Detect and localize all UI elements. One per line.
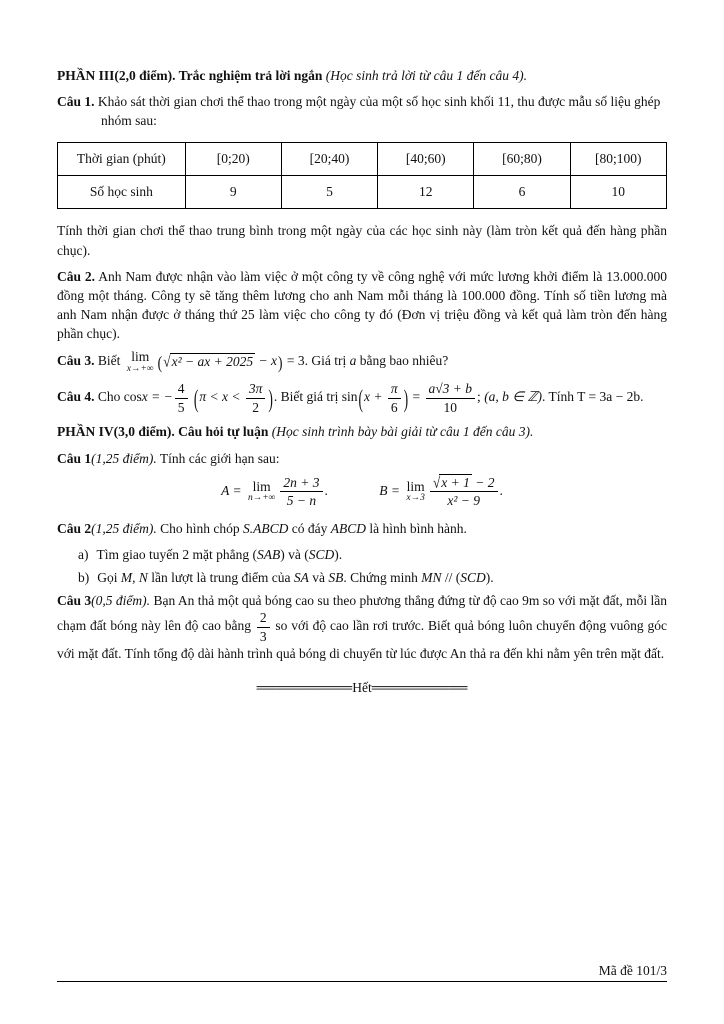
question-3-minus-x: − x [258,353,277,369]
p4-question-1-points: (1,25 điểm). [91,450,157,466]
question-1-intro [57,92,667,130]
fraction-pi-6: $\frac{\pi}{6}$ [388,381,401,415]
question-3-text-2: Giá trị [311,353,347,369]
p4-question-3-text-1: Bạn An thả một quả bóng cao su theo phương thẳng đứng từ độ cao 9m so với mặt đất, mỗi lần chạm đất bóng này lên độ cao bằng [57,593,668,634]
radical-sign: √ [163,352,171,370]
part3-heading-title: PHẦN III(2,0 điểm). Trắc nghiệm trả lời ngắn [57,68,323,83]
question-3-label: Câu 3. [57,353,95,369]
table-cell-interval: [0;20) [185,143,281,176]
solid-name: S.ABCD [243,520,289,536]
close-paren: ) [403,384,409,413]
question-1-conclusion: Tính thời gian chơi thể thao trung bình trong một ngày của các học sinh này (làm tròn kết quả đến hàng phần chục). [57,223,667,258]
formula-A: A = lim n→+∞ $\frac{2n + 3}{5 - n}$ . [221,474,328,509]
limit-operator: lim x→+∞ [126,349,154,374]
table-cell-interval: [20;40) [281,143,377,176]
p4-question-3-label: Câu 3 [57,593,92,609]
question-3-equals: = 3. [286,353,308,369]
limit-operator: lim n→+∞ [247,478,276,504]
p4-question-2-text-2: có đáy [291,520,328,536]
table-cell-interval: [80;100) [570,143,666,176]
open-paren: ( [193,384,199,413]
table-row-count [58,176,667,209]
table-row-time [58,143,667,176]
p4-question-2-points: (1,25 điểm). [91,520,157,536]
p4-question-1-label: Câu 1 [57,450,92,466]
item-a-marker: a) [78,546,89,562]
fraction-3pi-2: $\frac{3\pi}{2}$ [246,381,266,415]
question-3-text-1: Biết [97,353,121,369]
p4-question-1-intro [57,449,667,468]
question-1-text: Khảo sát thời gian chơi thể thao trong một ngày của một số học sinh khối 11, thu được mẫu số liệu ghép nhóm sau: [97,94,661,129]
table-cell-interval: [60;80) [474,143,570,176]
limits-formula-line [57,475,667,509]
open-paren: ( [358,384,364,413]
question-3-text-3: bằng bao nhiêu? [359,353,449,369]
table-cell-count: 9 [185,176,281,209]
sqrt-expression: √x + 1 [432,473,470,491]
cos-equation: x = − [141,389,173,405]
fraction-result: $\frac{a√3 + b}{10}$ [426,381,476,415]
question-4-equals: = [412,389,421,405]
fraction-4-5: $\frac{4}{5}$ [175,381,188,415]
formula-A-period: . [324,482,328,498]
question-3-variable: a [349,353,357,369]
question-4-cho: Cho [97,389,121,405]
p4-question-2-text-1: Cho hình chóp [160,520,240,536]
p4-question-3-text-2: so với độ cao lần rơi trước. Biết quả bóng luôn chuyển động vuông góc với mặt đất. Tính tổng độ dài hành trình quả bóng di chuyển từ lúc được An thả ra đến khi nằm yên trên mặt đất. [57,618,667,662]
exam-code: Mã đề 101/3 [598,963,667,978]
radical-sign: √ [432,473,441,491]
question-4-biet: . Biết giá trị [273,389,339,405]
part4-heading-note: (Học sinh trình bày bài giải từ câu 1 đến câu 3). [271,424,534,440]
p4-question-2-text-3: là hình bình hành. [369,520,467,536]
part4-heading-title: PHẦN IV(3,0 điểm). Câu hỏi tự luận [57,424,269,440]
question-2-text: Anh Nam được nhận vào làm việc ở một công ty về công nghệ với mức lương khởi điểm là 13.000.000 đồng một tháng. Công ty sẽ tăng thêm lương cho anh Nam mỗi tháng là 100.000 đồng. Tính số tiền lương mà anh Nam nhận được ở tháng thứ 25 làm việc cho công ty đó (Đơn vị triệu đồng và kết quả làm tròn đến hàng phần chục). [57,268,667,342]
formula-B-period: . [499,482,503,498]
question-4-tinh: . Tính T = 3a − 2b. [542,389,644,405]
ab-condition: (a, b ∈ ℤ) [484,389,542,405]
end-separator: ══════════Hết══════════ [256,679,468,695]
question-4 [57,381,667,415]
p4-question-2-label: Câu 2 [57,520,92,536]
p4-question-3-points: (0,5 điểm). [91,593,151,609]
question-1-label: Câu 1. [57,94,95,110]
fraction-A: $\frac{2n + 3}{5 - n}$ [280,475,322,509]
question-4-label: Câu 4. [57,389,95,405]
cos-operator: cos [123,389,142,405]
question-2-label: Câu 2. [57,268,96,284]
p4-question-3 [57,591,667,663]
fraction-2-3: $\frac{2}{3}$ [257,610,270,644]
frequency-table [57,142,667,209]
p4-question-2-intro [57,519,667,538]
table-cell-count: 12 [378,176,474,209]
question-2 [57,267,667,344]
base-name: ABCD [330,520,366,536]
table-header-time: Thời gian (phút) [58,143,186,176]
sqrt-expression: √x² − ax + 2025 [163,354,255,369]
condition-inequality: π < x < [199,389,241,405]
close-paren: ) [277,352,283,373]
table-cell-count: 5 [281,176,377,209]
table-header-count: Số học sinh [58,176,186,209]
part4-heading [57,422,667,441]
limit-operator: lim x→3 [406,478,425,504]
fraction-B: $\frac{√x + 1 - 2}{\text{x² − 9}}$ [430,475,498,509]
open-paren: ( [157,352,163,373]
semicolon: ; [477,389,481,405]
table-cell-count: 10 [570,176,666,209]
p4-question-1-text: Tính các giới hạn sau: [159,450,280,466]
part3-heading [57,66,667,85]
sin-argument: x + [364,389,383,405]
close-paren: ) [268,384,273,413]
item-b-marker: b) [78,570,90,586]
p4-question-2-item-b: b) Gọi M, N lần lượt là trung điểm của SA và SB. Chứng minh MN // (SCD). [78,570,494,586]
part3-heading-note: (Học sinh trả lời từ câu 1 đến câu 4). [325,68,528,83]
table-cell-interval: [40;60) [378,143,474,176]
page-footer [57,963,667,982]
formula-B: B = lim x→3 $\frac{√x + 1 - 2}{\text{x² − 9}}$ . [379,473,503,509]
table-cell-count: 6 [474,176,570,209]
question-3 [57,350,667,374]
sin-operator: sin [341,389,358,405]
p4-question-2-item-a: a) Tìm giao tuyến 2 mặt phẳng (SAB) và (SCD). [78,546,343,562]
